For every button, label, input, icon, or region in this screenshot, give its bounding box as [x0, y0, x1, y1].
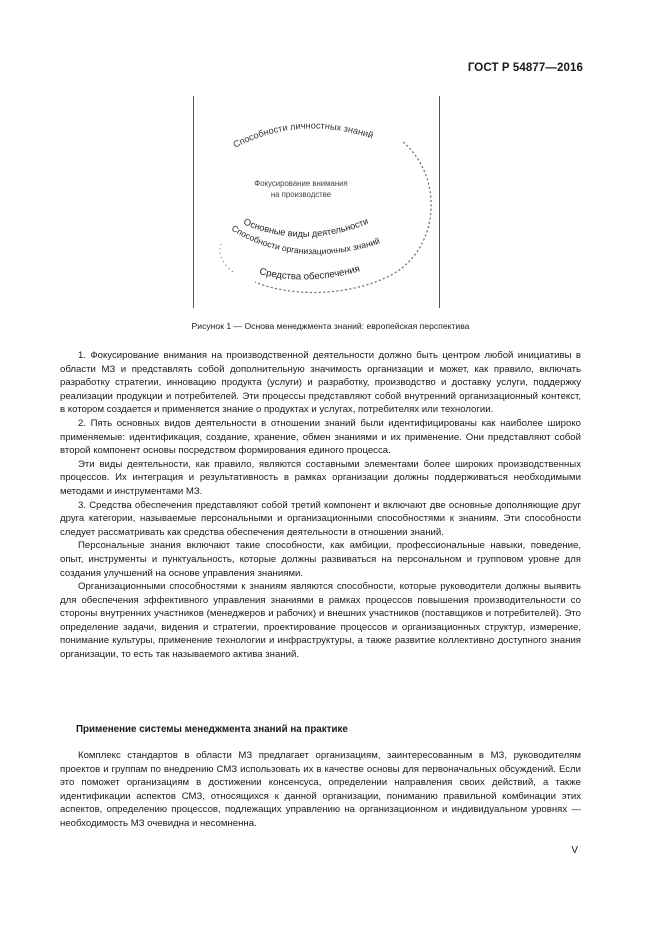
paragraph: 2. Пять основных видов деятельности в отношении знаний были идентифицированы как наиболее широко применяемые: идентификация, создание, хранение, обмен знаниями и их применение. Они представляют собой второй компонент основы посредством формирования единого процесса. [60, 417, 581, 457]
center-text-line2: на производстве [270, 190, 332, 199]
paragraph: Комплекс стандартов в области МЗ предлагает организациям, заинтересованным в МЗ, руководителям проектов и группам по внедрению СМЗ использовать их в качестве основы для первоначальных обсуждений. Если это поможет организациям в достижении консенсуса, определении направления своих действий, а также идентификации аспектов СМЗ, относящихся к данной организации, пониманию правильной комбинации этих аспектов, определению процессов, подлежащих управлению на организационном и индивидуальном уровнях — необходимость МЗ очевидна и несомненна. [60, 750, 581, 829]
figure-diagram [193, 96, 440, 308]
arc2-label: Способности организационных знаний [230, 223, 381, 257]
center-text-line1: Фокусирование внимания [254, 179, 348, 188]
section-title: Применение системы менеджмента знаний на практике [76, 724, 348, 735]
paragraph: Организационными способностями к знаниям являются способности, которые руководители должны выявить для обеспечения эффективного управления знаниями в рамках процессов повышения производительности со стороны внутренних участников (менеджеров и рабочих) и внешних участников (поставщиков и потребителей). Это определение задачи, видения и стратегии, проектирование процессов и организационных структур, измерение, понимание культуры, применение технологии и инфраструктуры, а также развитие коллективно доступного знания организации, то есть так называемого актива знаний. [60, 581, 581, 661]
paragraph: 3. Средства обеспечения представляют собой третий компонент и включают две основные дополняющие друг друга категории, называемые персональными и организационными способностями к знаниям. Эти способности следует рассматривать как средства обеспечения деятельности в отношении знаний. [60, 499, 581, 538]
document-header: ГОСТ Р 54877—2016 [467, 62, 583, 74]
paragraph: Персональные знания включают такие способности, как амбиции, профессиональные навыки, поведение, опыт, инструменты и пунктуальность, которые должны развиваться на персональном и групповом уровне для создания улучшений на основе управления знаниями. [60, 540, 581, 579]
body-paragraphs [60, 349, 581, 662]
page-number: V [571, 845, 578, 856]
km-framework-figure [193, 96, 440, 308]
arc1-label: Основные виды деятельности [242, 215, 370, 239]
paragraph: Эти виды деятельности, как правило, являются составными элементами более широких производственных процессов. Их интеграция и результативность в рамках организации должны поддерживаться необходимыми методами и инструментами МЗ. [60, 458, 581, 497]
figure-caption: Рисунок 1 — Основа менеджмента знаний: европейская перспектива [191, 321, 470, 331]
outer-ellipse-left [220, 244, 233, 272]
arc3-label: Средства обеспечения [258, 263, 362, 283]
section-paragraphs [60, 749, 581, 831]
paragraph: 1. Фокусирование внимания на производственной деятельности должно быть центром любой инициативы в области МЗ и представлять собой дополнительную значимость организации и может, как правило, включать разработку стратегии, инновацию продукта (услуги) и разработку, производство и доставку услуги, поддержку реализации продукции и потребителей. Эти процессы представляют собой внутренний организационный контекст, в котором создается и применяется знание о продуктах и услугах, потребителях или технологии. [60, 350, 581, 416]
outer-arc-label: Способности личностных знаний [231, 120, 375, 150]
